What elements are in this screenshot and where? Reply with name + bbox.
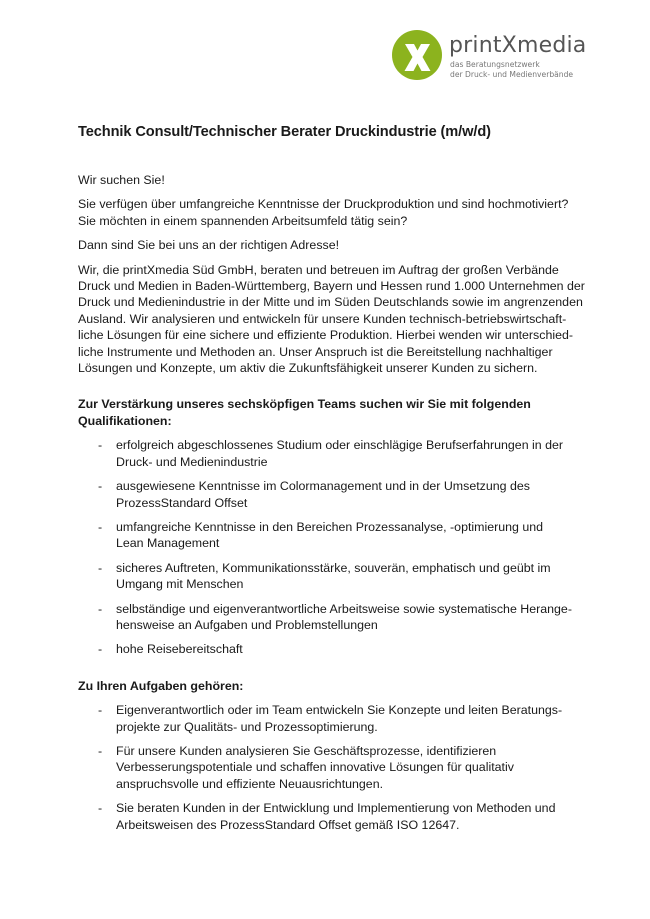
bullet-dash: - — [98, 743, 103, 758]
text-line: Druck- und Medienindustrie — [116, 454, 268, 469]
bullet-dash: - — [98, 601, 103, 616]
qualifications-list — [78, 437, 578, 657]
brand-tagline-line: der Druck- und Medienverbände — [450, 70, 574, 79]
bullet-dash: - — [98, 642, 103, 657]
list-item — [78, 641, 578, 657]
text-line: Lean Management — [116, 536, 220, 551]
text-line: anspruchsvolle und effiziente Neuausrichtungen. — [116, 776, 384, 791]
tasks-section — [78, 678, 578, 833]
text-line: Sie verfügen über umfangreiche Kenntnisse der Druckproduktion und sind hochmotiviert? — [78, 197, 569, 212]
list-item — [78, 519, 578, 552]
text-line: Eigenverantwortlich oder im Team entwickeln Sie Konzepte und leiten Beratungs- — [116, 703, 563, 718]
list-item — [78, 800, 578, 833]
text-line: Wir suchen Sie! — [78, 173, 165, 187]
text-line: Druck und Medienindustrie in der Mitte und im Süden Deutschlands sowie im angrenzenden — [78, 295, 583, 310]
intro-paragraph — [78, 172, 578, 188]
text-line: Dann sind Sie bei uns an der richtigen Adresse! — [78, 238, 340, 253]
list-item — [78, 702, 578, 735]
text-line: Verbesserungspotentiale und schaffen innovative Lösungen für qualitativ — [116, 760, 514, 775]
text-line: selbständige und eigenverantwortliche Arbeitsweise sowie systematische Herange- — [116, 601, 572, 616]
list-item — [78, 601, 578, 634]
bullet-dash: - — [98, 479, 103, 494]
bullet-dash: - — [98, 560, 103, 575]
brand-tagline-line: das Beratungsnetzwerk — [450, 60, 540, 69]
text-line: umfangreiche Kenntnisse in den Bereichen Prozessanalyse, -optimierung und — [116, 519, 544, 534]
qualifications-heading — [78, 396, 578, 429]
list-item — [78, 743, 578, 792]
brand-name: printXmedia — [449, 33, 587, 58]
text-line: Wir, die printXmedia Süd GmbH, beraten und betreuen im Auftrag der großen Verbände — [78, 262, 559, 277]
list-item — [78, 560, 578, 593]
bullet-dash: - — [98, 703, 103, 718]
tasks-list — [78, 702, 578, 833]
job-posting — [78, 124, 585, 841]
text-line: sicheres Auftreten, Kommunikationsstärke, souverän, emphatisch und geübt im — [116, 560, 551, 575]
text-line: Ausland. Wir analysieren und entwickeln für unsere Kunden technisch-betriebswirtschaft- — [78, 311, 567, 326]
text-line: ProzessStandard Offset — [116, 495, 248, 510]
text-line: erfolgreich abgeschlossenes Studium oder einschlägige Berufserfahrungen in der — [116, 438, 564, 453]
text-line: Umgang mit Menschen — [116, 577, 244, 592]
text-line: Für unsere Kunden analysieren Sie Geschäftsprozesse, identifizieren — [116, 743, 497, 758]
text-line: ausgewiesene Kenntnisse im Colormanagement und in der Umsetzung des — [116, 479, 530, 494]
page-title: Technik Consult/Technischer Berater Druckindustrie (m/w/d) — [78, 124, 491, 140]
text-line: Zur Verstärkung unseres sechsköpfigen Teams suchen wir Sie mit folgenden — [78, 397, 531, 412]
company-description — [78, 262, 585, 377]
bullet-dash: - — [98, 801, 103, 816]
text-line: Lösungen und Konzepte, um aktiv die Zukunftsfähigkeit unserer Kunden zu sichern. — [78, 361, 538, 376]
text-line: projekte zur Qualitäts- und Prozessoptimierung. — [116, 719, 378, 734]
text-line: hohe Reisebereitschaft — [116, 642, 243, 657]
intro-paragraph — [78, 237, 578, 253]
brand-logo — [392, 30, 587, 82]
text-line: Druck und Medien in Baden-Württemberg, Bayern und Hessen rund 1.000 Unternehmen der — [78, 279, 585, 294]
list-item — [78, 478, 578, 511]
intro-section — [78, 172, 585, 376]
intro-paragraph — [78, 196, 578, 229]
text-line: Arbeitsweisen des ProzessStandard Offset gemäß ISO 12647. — [116, 817, 460, 832]
list-item — [78, 437, 578, 470]
text-line: Qualifikationen: — [78, 413, 172, 428]
tasks-heading: Zu Ihren Aufgaben gehören: — [78, 678, 244, 693]
bullet-dash: - — [98, 438, 103, 453]
text-line: Sie beraten Kunden in der Entwicklung und Implementierung von Methoden und — [116, 801, 556, 816]
bullet-dash: - — [98, 519, 103, 534]
text-line: liche Instrumente und Methoden an. Unser Anspruch ist die Bereitstellung nachhaltiger — [78, 344, 553, 359]
text-line: liche Lösungen für eine sichere und effiziente Produktion. Hierbei wenden wir unterschied- — [78, 328, 574, 343]
text-line: hensweise an Aufgaben und Problemstellungen — [116, 617, 378, 632]
qualifications-section — [78, 396, 578, 657]
x-circle-logo-icon — [392, 30, 442, 80]
text-line: Sie möchten in einem spannenden Arbeitsumfeld tätig sein? — [78, 213, 408, 228]
